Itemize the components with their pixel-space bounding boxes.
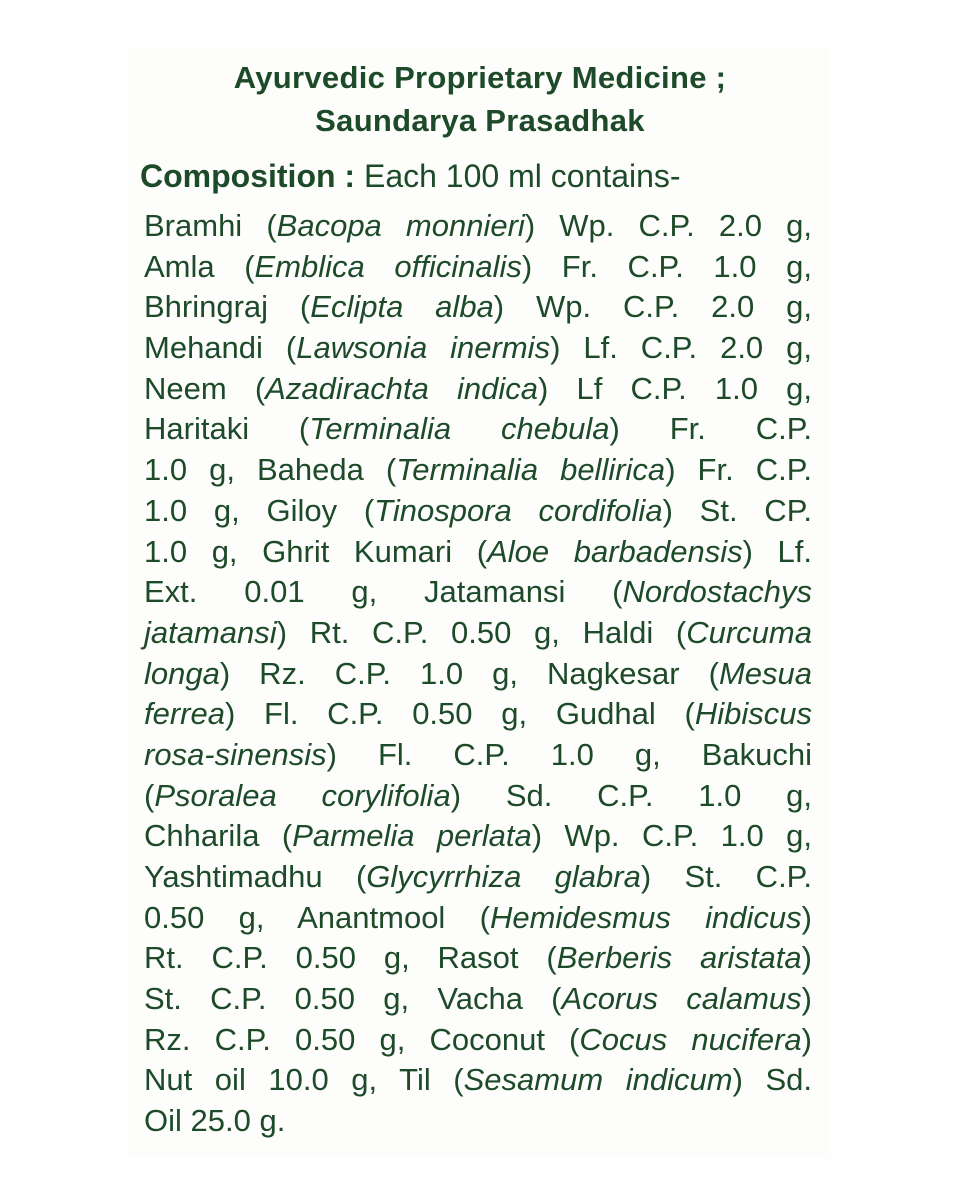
botanical-name: Psoralea corylifolia	[154, 777, 451, 813]
ingredient-text: ) Lf C.P. 1.0 g,	[538, 370, 812, 406]
ingredient-line	[144, 857, 812, 898]
ingredients-list	[144, 206, 812, 1142]
botanical-name: Tinospora cordifolia	[374, 492, 663, 528]
ingredient-text: 0.50 g, Anantmool (	[144, 899, 490, 935]
ingredient-text: ) Sd.	[732, 1062, 812, 1098]
ingredient-text: ) Rz. C.P. 1.0 g, Nagkesar (	[219, 655, 719, 691]
ingredient-line	[144, 654, 812, 695]
ingredient-text: ) Fr. C.P. 1.0 g,	[521, 248, 812, 284]
ingredient-text: )	[801, 1021, 812, 1057]
ingredient-text: )	[801, 899, 812, 935]
ingredient-line	[144, 287, 812, 328]
ingredient-line	[144, 898, 812, 939]
ingredient-text: ) Sd. C.P. 1.0 g,	[450, 777, 813, 813]
ingredient-line	[144, 1101, 812, 1142]
botanical-name: Hibiscus	[694, 696, 812, 732]
composition-text: Each 100 ml contains-	[355, 158, 681, 194]
ingredient-text: Oil 25.0 g.	[144, 1103, 286, 1139]
botanical-name: Berberis aristata	[556, 940, 802, 976]
ingredient-text: Haritaki (	[144, 411, 310, 447]
botanical-name: Sesamum indicum	[463, 1062, 733, 1098]
botanical-name: Lawsonia inermis	[296, 330, 551, 366]
botanical-name: rosa-sinensis	[144, 736, 327, 772]
ingredient-text: ) Fl. C.P. 1.0 g, Bakuchi	[326, 736, 812, 772]
ingredient-text: )	[801, 940, 812, 976]
ingredient-text: )	[801, 981, 812, 1017]
botanical-name: Eclipta alba	[310, 289, 494, 325]
ingredient-line	[144, 776, 812, 817]
botanical-name: Aloe barbadensis	[487, 533, 743, 569]
ingredient-text: Mehandi (	[144, 330, 297, 366]
ingredient-line	[144, 613, 812, 654]
ingredient-line	[144, 735, 812, 776]
botanical-name: Nordostachys	[622, 574, 812, 610]
botanical-name: jatamansi	[144, 614, 277, 650]
composition-label: Composition :	[140, 158, 356, 194]
botanical-name: Curcuma	[686, 614, 812, 650]
heading-medicine-type: Ayurvedic Proprietary Medicine ;	[233, 60, 727, 95]
botanical-name: Cocus nucifera	[579, 1021, 802, 1057]
ingredient-text: Rt. C.P. 0.50 g, Rasot (	[144, 940, 557, 976]
botanical-name: Terminalia bellirica	[396, 452, 666, 488]
botanical-name: Azadirachta indica	[265, 370, 538, 406]
ingredient-line	[144, 409, 812, 450]
ingredient-text: ) Lf.	[742, 533, 813, 569]
ingredient-text: Ext. 0.01 g, Jatamansi (	[144, 574, 623, 610]
ingredient-line	[144, 532, 812, 573]
ingredient-text: ) Wp. C.P. 2.0 g,	[493, 289, 812, 325]
heading-product-name: Saundarya Prasadhak	[315, 103, 645, 138]
ingredient-line	[144, 979, 812, 1020]
botanical-name: Emblica officinalis	[254, 248, 522, 284]
ingredient-text: 1.0 g, Giloy (	[144, 492, 375, 528]
ingredient-line	[144, 1020, 812, 1061]
ingredient-line	[144, 938, 812, 979]
ingredient-text: Amla (	[144, 248, 255, 284]
ingredient-line	[144, 206, 812, 247]
ingredient-text: Yashtimadhu (	[144, 859, 367, 894]
ingredient-line	[144, 572, 812, 613]
ingredient-line	[144, 1060, 812, 1101]
ingredient-line	[144, 491, 812, 532]
botanical-name: Glycyrrhiza glabra	[366, 859, 641, 894]
ingredient-text: 1.0 g, Ghrit Kumari (	[144, 533, 488, 569]
botanical-name: Mesua	[718, 655, 812, 691]
ingredient-text: ) St. C.P.	[640, 859, 812, 894]
ingredient-text: Neem (	[144, 370, 266, 406]
ingredient-text: Chharila (	[144, 818, 293, 854]
ingredient-line	[144, 247, 812, 288]
botanical-name: longa	[144, 655, 220, 691]
ingredient-line	[144, 328, 812, 369]
ingredient-text: Bramhi (	[144, 208, 277, 243]
ingredient-text: Nut oil 10.0 g, Til (	[144, 1062, 464, 1098]
ingredient-text: 1.0 g, Baheda (	[144, 452, 397, 488]
botanical-name: Hemidesmus indicus	[489, 899, 802, 935]
ingredient-text: (	[144, 777, 155, 813]
ingredient-text: Rz. C.P. 0.50 g, Coconut (	[144, 1021, 580, 1057]
ingredient-text: ) Fr. C.P.	[665, 452, 812, 488]
ingredient-line	[144, 450, 812, 491]
composition-intro	[140, 156, 681, 196]
ingredient-line	[144, 816, 812, 857]
ingredient-text: ) Wp. C.P. 1.0 g,	[531, 818, 812, 854]
ingredient-text: ) Lf. C.P. 2.0 g,	[550, 330, 812, 366]
botanical-name: ferrea	[144, 696, 225, 732]
botanical-name: Terminalia chebula	[309, 411, 610, 447]
ingredient-text: ) Fr. C.P.	[609, 411, 812, 447]
ingredient-text: ) St. CP.	[662, 492, 812, 528]
botanical-name: Parmelia perlata	[292, 818, 532, 854]
ingredient-text: ) Rt. C.P. 0.50 g, Haldi (	[276, 614, 687, 650]
ingredient-text: Bhringraj (	[144, 289, 311, 325]
botanical-name: Bacopa monnieri	[276, 208, 525, 243]
ingredient-text: St. C.P. 0.50 g, Vacha (	[144, 981, 562, 1017]
ingredient-text: ) Wp. C.P. 2.0 g,	[524, 208, 812, 243]
ingredient-line	[144, 369, 812, 410]
ingredient-line	[144, 694, 812, 735]
ingredient-text: ) Fl. C.P. 0.50 g, Gudhal (	[224, 696, 695, 732]
botanical-name: Acorus calamus	[561, 981, 802, 1017]
